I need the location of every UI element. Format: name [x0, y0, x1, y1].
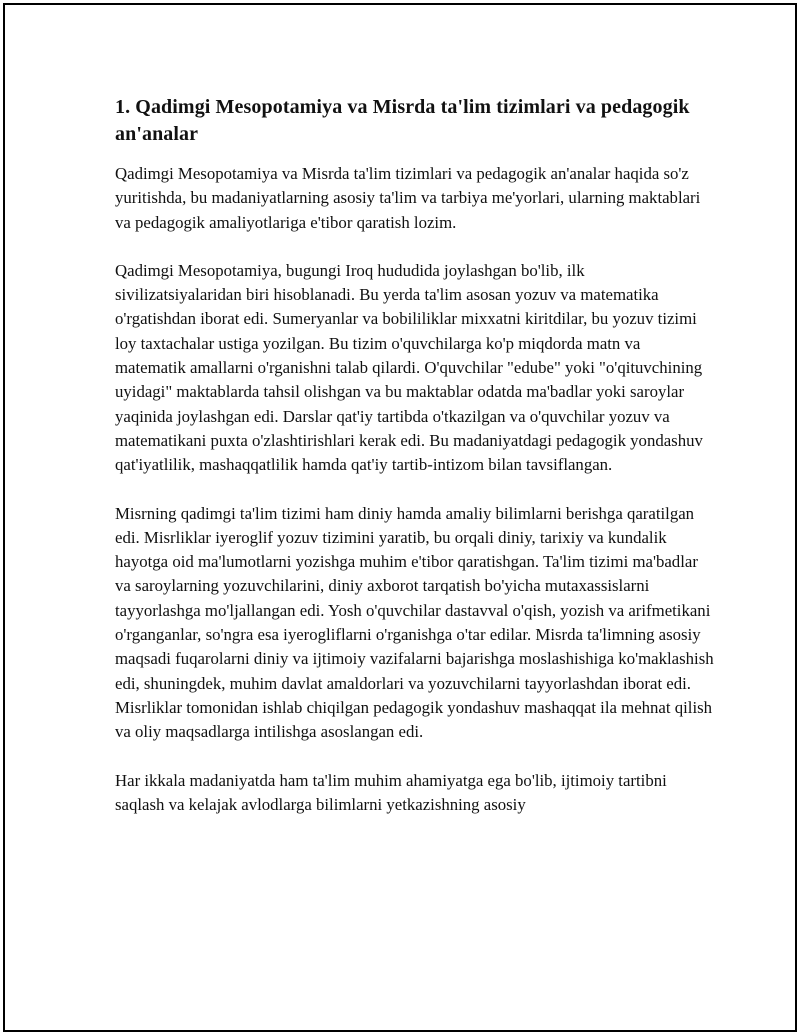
paragraph-egypt: Misrning qadimgi ta'lim tizimi ham diniy hamda amaliy bilimlarni berishga qaratilgan edi. Misrliklar iyeroglif yozuv tizimini yaratib, bu orqali diniy, tarixiy va kundalik hayotga oid ma'lumotlarni yozishga muhim e'tibor qaratishgan. Ta'lim tizimi ma'badlar va saroylarning yozuvchilarini, diniy axborot tarqatish bo'yicha mutaxassislarni tayyorlashga mo'ljallangan edi. Yosh o'quvchilar dastavval o'qish, yozish va arifmetikani o'rganganlar, so'ngra esa iyerogliflarni o'rganishga o'tar edilar. Misrda ta'limning asosiy maqsadi fuqarolarni diniy va ijtimoiy vazifalarni bajarishga moslashishiga ko'maklashish edi, shuningdek, muhim davlat amaldorlari va yozuvchilarni tayyorlashdan iborat edi. Misrliklar tomonidan ishlab chiqilgan pedagogik yondashuv mashaqqat ila mehnat qilish va oliy maqsadlarga intilishga asoslangan edi.	[115, 503, 714, 742]
paragraph-intro: Qadimgi Mesopotamiya va Misrda ta'lim tizimlari va pedagogik an'analar haqida so'z yuritishda, bu madaniyatlarning asosiy ta'lim va tarbiya me'yorlari, ularning maktablari va pedagogik amaliyotlariga e'tibor qaratish lozim.	[115, 164, 701, 232]
section-heading: 1. Qadimgi Mesopotamiya va Misrda ta'lim tizimlari va pedagogik an'analar	[115, 96, 690, 145]
paragraph-mesopotamia: Qadimgi Mesopotamiya, bugungi Iroq hududida joylashgan bo'lib, ilk sivilizatsiyalaridan biri hisoblanadi. Bu yerda ta'lim asosan yozuv va matematika o'rgatishdan iborat edi. Sumeryanlar va bobililiklar mixxatni kiritdilar, bu yozuv tizimi loy taxtachalar ustiga yozilgan. Bu tizim o'quvchilarga ko'p miqdorda matn va matematik amallarni o'rganishni talab qilardi. O'quvchilar "edube" yoki "o'qituvchining uyidagi" maktablarda tahsil olishgan va bu maktablar odatda ma'badlar yoki saroylar yaqinida joylashgan edi. Darslar qat'iy tartibda o'tkazilgan va o'quvchilar yozuv va matematikani puxta o'zlashtirishlari kerak edi. Bu madaniyatdagi pedagogik yondashuv qat'iyatlilik, mashaqqatlilik hamda qat'iy tartib-intizom bilan tavsiflangan.	[115, 260, 703, 475]
paragraph-conclusion: Har ikkala madaniyatda ham ta'lim muhim ahamiyatga ega bo'lib, ijtimoiy tartibni saqlash va kelajak avlodlarga bilimlarni yetkazishning asosiy	[115, 770, 667, 814]
document-body	[115, 94, 715, 817]
